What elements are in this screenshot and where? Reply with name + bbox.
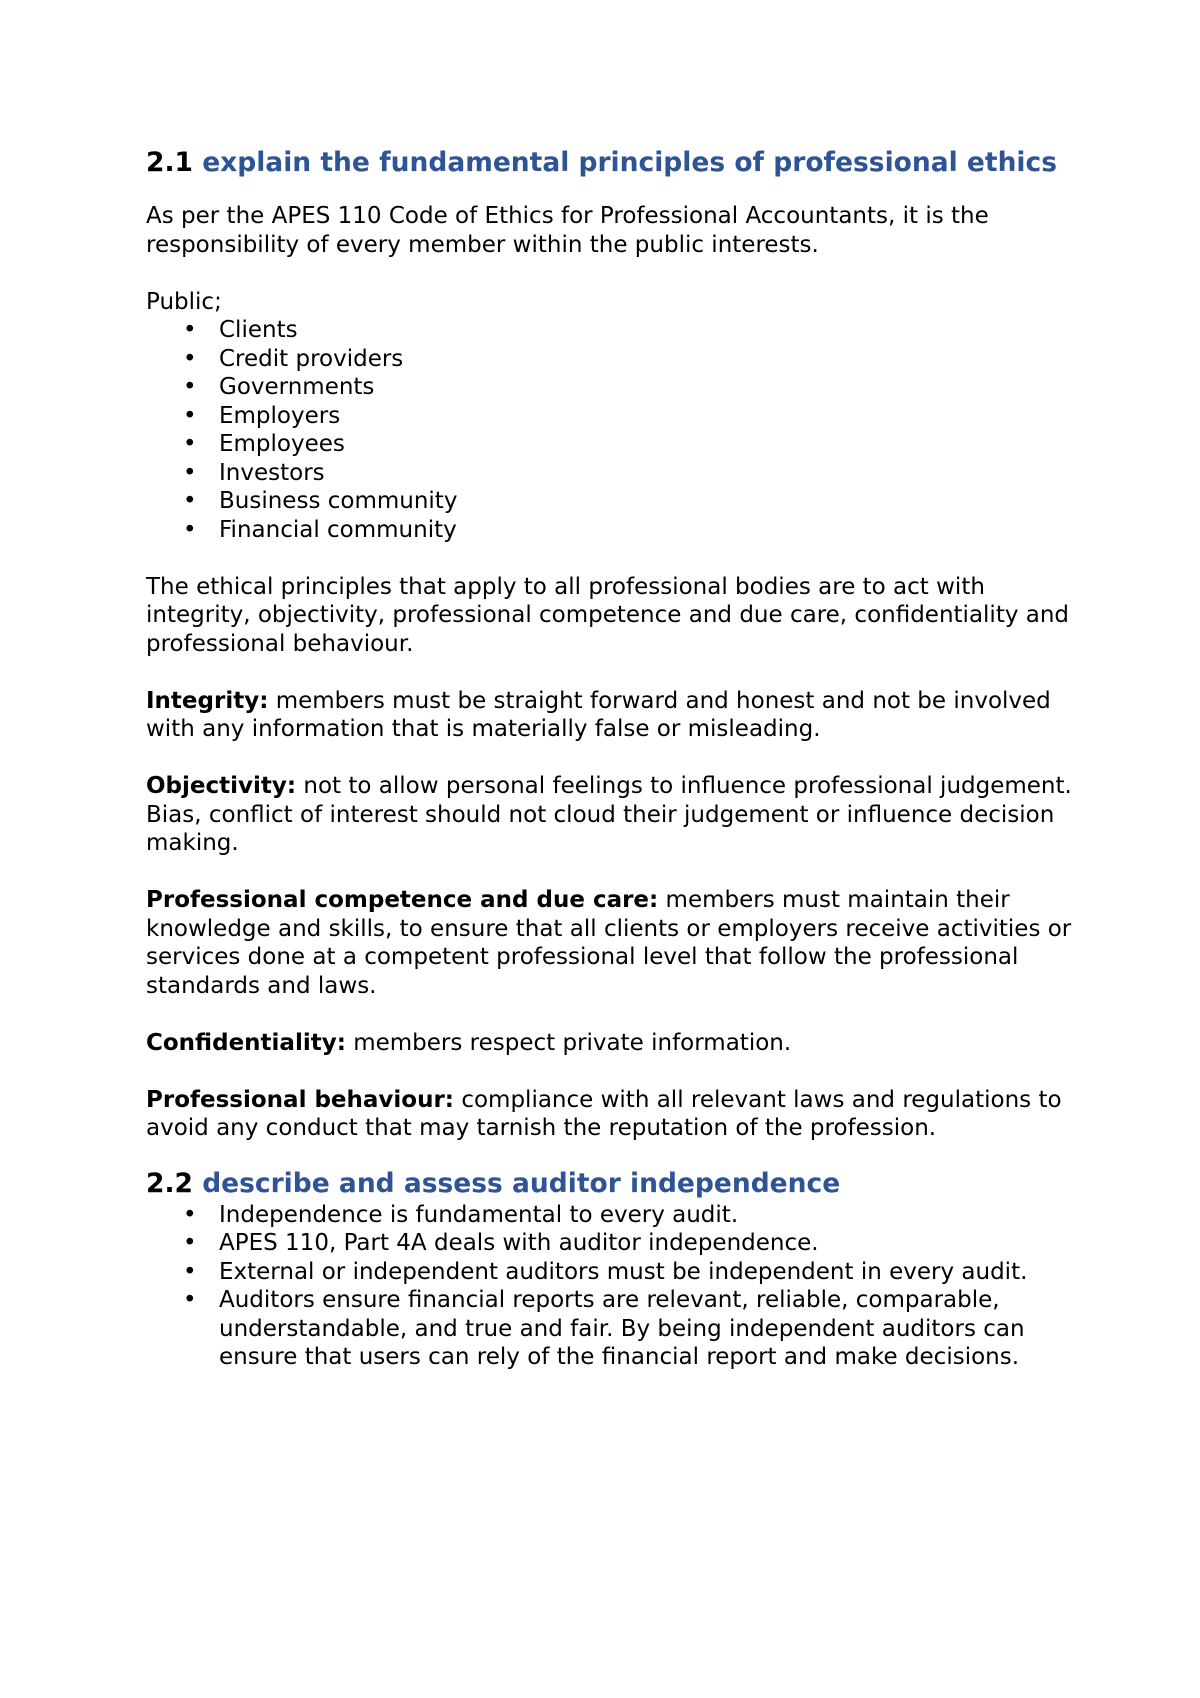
section-title: describe and assess auditor independence (202, 1167, 841, 1199)
list-item: • Clients (183, 317, 298, 343)
principle-integrity (146, 687, 1086, 744)
principle-confidentiality (146, 1029, 1086, 1058)
list-item: • Investors (183, 459, 325, 486)
list-item: • APES 110, Part 4A deals with auditor independence. (183, 1230, 819, 1256)
principle-competence (146, 886, 1086, 1000)
document-content (146, 146, 1086, 1372)
principle-text: not to allow personal feelings to influence professional judgement. Bias, conflict of interest should not cloud their judgement or influence decision making. (146, 773, 1072, 856)
list-item: • Financial community (183, 516, 457, 543)
bullet-icon: • (183, 431, 197, 457)
bullet-icon: • (183, 345, 197, 372)
list-item: • Business community (183, 488, 458, 514)
bullet-icon: • (183, 1258, 197, 1285)
principles-intro: The ethical principles that apply to all professional bodies are to act with integrity, objectivity, professional competence and due care, confidentiality and professional behaviour. (146, 573, 1070, 657)
bullet-icon: • (183, 1230, 197, 1256)
principle-label: Integrity: (146, 687, 269, 714)
bullet-icon: • (183, 488, 197, 514)
principle-behaviour (146, 1086, 1086, 1143)
principle-text: members must be straight forward and honest and not be involved with any information that is materially false or misleading. (146, 687, 1051, 742)
principle-label: Confidentiality: (146, 1029, 346, 1056)
section-number: 2.1 (146, 147, 193, 178)
principle-text: members must maintain their knowledge and skills, to ensure that all clients or employers receive activities or services done at a competent professional level that follow the professional standards and laws. (146, 887, 1072, 999)
bullet-icon: • (183, 1201, 197, 1228)
bullet-icon: • (183, 317, 197, 343)
list-item: • Credit providers (183, 345, 404, 372)
bullet-icon: • (183, 1287, 197, 1313)
bullet-icon: • (183, 516, 197, 543)
section-2-2-heading (146, 1167, 1086, 1201)
section-number: 2.2 (146, 1167, 193, 1199)
principle-objectivity (146, 772, 1086, 858)
section-2-1-heading (146, 146, 1086, 180)
list-item: • External or independent auditors must be independent in every audit. (183, 1258, 1028, 1285)
bullet-icon: • (183, 374, 197, 400)
principle-label: Professional competence and due care: (146, 887, 659, 913)
list-item: • Employers (183, 402, 341, 429)
principle-text: compliance with all relevant laws and regulations to avoid any conduct that may tarnish the reputation of the profession. (146, 1086, 1062, 1141)
list-item: • Auditors ensure financial reports are relevant, reliable, comparable, understandable, and true and fair. By being independent auditors can ensure that users can rely of the financial report and make decisions. (183, 1287, 1025, 1370)
principle-text: members respect private information. (353, 1029, 792, 1056)
independence-list (146, 1201, 1086, 1372)
principle-label: Objectivity: (146, 773, 297, 799)
list-item: • Governments (183, 374, 375, 400)
section-title: explain the fundamental principles of professional ethics (202, 147, 1057, 178)
intro-paragraph: As per the APES 110 Code of Ethics for Professional Accountants, it is the responsibility of every member within the public interests. (146, 203, 989, 258)
bullet-icon: • (183, 402, 197, 429)
bullet-icon: • (183, 459, 197, 486)
principle-label: Professional behaviour: (146, 1086, 455, 1113)
list-item: • Employees (183, 431, 345, 457)
public-label: Public; (146, 288, 222, 315)
public-list (146, 316, 1086, 544)
list-item: • Independence is fundamental to every audit. (183, 1201, 739, 1228)
